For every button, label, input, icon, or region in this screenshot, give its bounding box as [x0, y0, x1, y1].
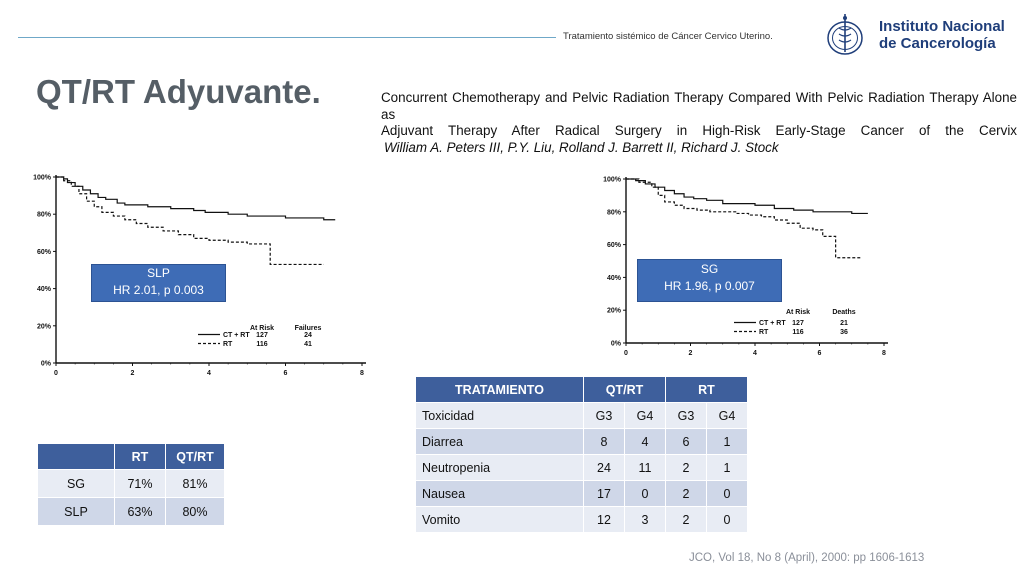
summary-header-qtrt: QT/RT	[166, 444, 225, 470]
toxicity-cell: 2	[666, 481, 707, 507]
events-value: 41	[304, 341, 312, 348]
toxicity-row-label: Nausea	[416, 481, 584, 507]
x-tick-label: 4	[753, 350, 757, 357]
legend-label: CT + RT	[759, 320, 786, 327]
reference-authors: William A. Peters III, P.Y. Liu, Rolland J. Barrett II, Richard J. Stock	[384, 139, 779, 155]
toxicity-header-row	[416, 377, 748, 403]
table-row	[38, 498, 225, 526]
header-divider	[18, 37, 556, 38]
series-line-ct-rt	[56, 177, 335, 220]
slp-annotation-label: SLP	[147, 266, 170, 280]
summary-header-rt: RT	[115, 444, 166, 470]
header-subtitle: Tratamiento sistémico de Cáncer Cervico Uterino.	[563, 31, 773, 42]
events-header: Deaths	[832, 309, 856, 316]
toxicity-header-rt: RT	[666, 377, 748, 403]
toxicity-cell: 4	[625, 429, 666, 455]
summary-cell: 63%	[115, 498, 166, 526]
x-tick-label: 8	[360, 370, 364, 377]
toxicity-cell: 3	[625, 507, 666, 533]
toxicity-cell: 2	[666, 507, 707, 533]
sg-annotation-label: SG	[700, 262, 719, 276]
y-tick-label: 40%	[606, 274, 621, 282]
legend-label: RT	[759, 329, 769, 336]
summary-cell: SG	[38, 470, 115, 498]
table-row	[416, 507, 748, 533]
slp-annotation-value: HR 2.01, p 0.003	[113, 283, 204, 297]
toxicity-cell: 6	[666, 429, 707, 455]
toxicity-cell: 12	[584, 507, 625, 533]
reference-title-line-1: Concurrent Chemotherapy and Pelvic Radiation Therapy Compared With Pelvic Radiation Therapy Alone as	[381, 90, 1017, 122]
y-tick-label: 100%	[603, 176, 621, 184]
x-tick-label: 0	[624, 350, 628, 357]
table-row	[38, 470, 225, 498]
toxicity-row-label: Vomito	[416, 507, 584, 533]
toxicity-subheader-grade: G4	[707, 403, 748, 429]
toxicity-header-treatment: TRATAMIENTO	[416, 377, 584, 403]
at-risk-header: At Risk	[249, 325, 275, 332]
x-tick-label: 0	[54, 370, 58, 377]
summary-header-empty	[38, 444, 115, 470]
y-tick-label: 80%	[606, 209, 621, 217]
table-row	[416, 429, 748, 455]
summary-table-header-row	[38, 444, 225, 470]
series-line-ct-rt	[626, 179, 868, 213]
summary-cell: 80%	[166, 498, 225, 526]
y-tick-label: 40%	[36, 286, 51, 294]
at-risk-header: At Risk	[785, 309, 811, 316]
slp-hr-annotation	[91, 264, 226, 302]
at-risk-value: 127	[256, 332, 268, 339]
toxicity-cell: 11	[625, 455, 666, 481]
toxicity-subheader-grade: G3	[584, 403, 625, 429]
legend-label: CT + RT	[223, 332, 250, 339]
toxicity-subheader-grade: G4	[625, 403, 666, 429]
sg-annotation-value: HR 1.96, p 0.007	[664, 279, 755, 293]
toxicity-cell: 2	[666, 455, 707, 481]
summary-table	[37, 443, 225, 526]
x-tick-label: 6	[817, 350, 822, 357]
legend-label: RT	[223, 341, 233, 348]
y-tick-label: 60%	[36, 248, 51, 256]
x-tick-label: 8	[882, 350, 886, 357]
institution-logo-text	[879, 18, 1005, 52]
toxicity-subheader-grade: G3	[666, 403, 707, 429]
y-tick-label: 60%	[606, 242, 621, 250]
table-row	[416, 455, 748, 481]
toxicity-row-label: Diarrea	[416, 429, 584, 455]
reference-title-line-2: Adjuvant Therapy After Radical Surgery in High-Risk Early-Stage Cancer of the Cervix	[381, 123, 1017, 138]
summary-cell: SLP	[38, 498, 115, 526]
summary-cell: 71%	[115, 470, 166, 498]
series-line-rt	[626, 179, 861, 258]
toxicity-subheader-label: Toxicidad	[416, 403, 584, 429]
x-tick-label: 6	[283, 370, 288, 377]
toxicity-cell: 17	[584, 481, 625, 507]
y-tick-label: 80%	[36, 211, 51, 219]
events-value: 36	[840, 329, 848, 336]
y-tick-label: 20%	[36, 323, 51, 331]
toxicity-cell: 8	[584, 429, 625, 455]
at-risk-value: 116	[256, 341, 268, 348]
at-risk-value: 116	[792, 329, 804, 336]
x-tick-label: 4	[207, 370, 211, 377]
page-title: QT/RT Adyuvante.	[36, 73, 321, 110]
institution-seal-icon	[826, 12, 864, 63]
events-value: 21	[840, 320, 848, 327]
events-header: Failures	[294, 325, 322, 332]
institution-name-line-2: de Cancerología	[879, 35, 996, 52]
toxicity-cell: 1	[707, 455, 748, 481]
toxicity-cell: 1	[707, 429, 748, 455]
at-risk-value: 127	[792, 320, 804, 327]
x-tick-label: 2	[688, 350, 693, 357]
x-tick-label: 2	[130, 370, 135, 377]
institution-name-line-1: Instituto Nacional	[879, 18, 1005, 35]
toxicity-cell: 0	[625, 481, 666, 507]
journal-citation: JCO, Vol 18, No 8 (April), 2000: pp 1606-1613	[689, 552, 925, 564]
toxicity-header-qtrt: QT/RT	[584, 377, 666, 403]
toxicity-row-label: Neutropenia	[416, 455, 584, 481]
y-tick-label: 0%	[40, 360, 51, 368]
toxicity-table	[415, 376, 748, 533]
table-row	[416, 403, 748, 429]
toxicity-cell: 0	[707, 481, 748, 507]
series-line-rt	[56, 177, 324, 264]
toxicity-cell: 0	[707, 507, 748, 533]
sg-hr-annotation	[637, 259, 782, 302]
reference-block	[381, 90, 1017, 156]
table-row	[416, 481, 748, 507]
toxicity-cell: 24	[584, 455, 625, 481]
y-tick-label: 100%	[33, 174, 51, 182]
y-tick-label: 20%	[606, 307, 621, 315]
y-tick-label: 0%	[610, 340, 621, 348]
events-value: 24	[304, 332, 312, 339]
summary-cell: 81%	[166, 470, 225, 498]
